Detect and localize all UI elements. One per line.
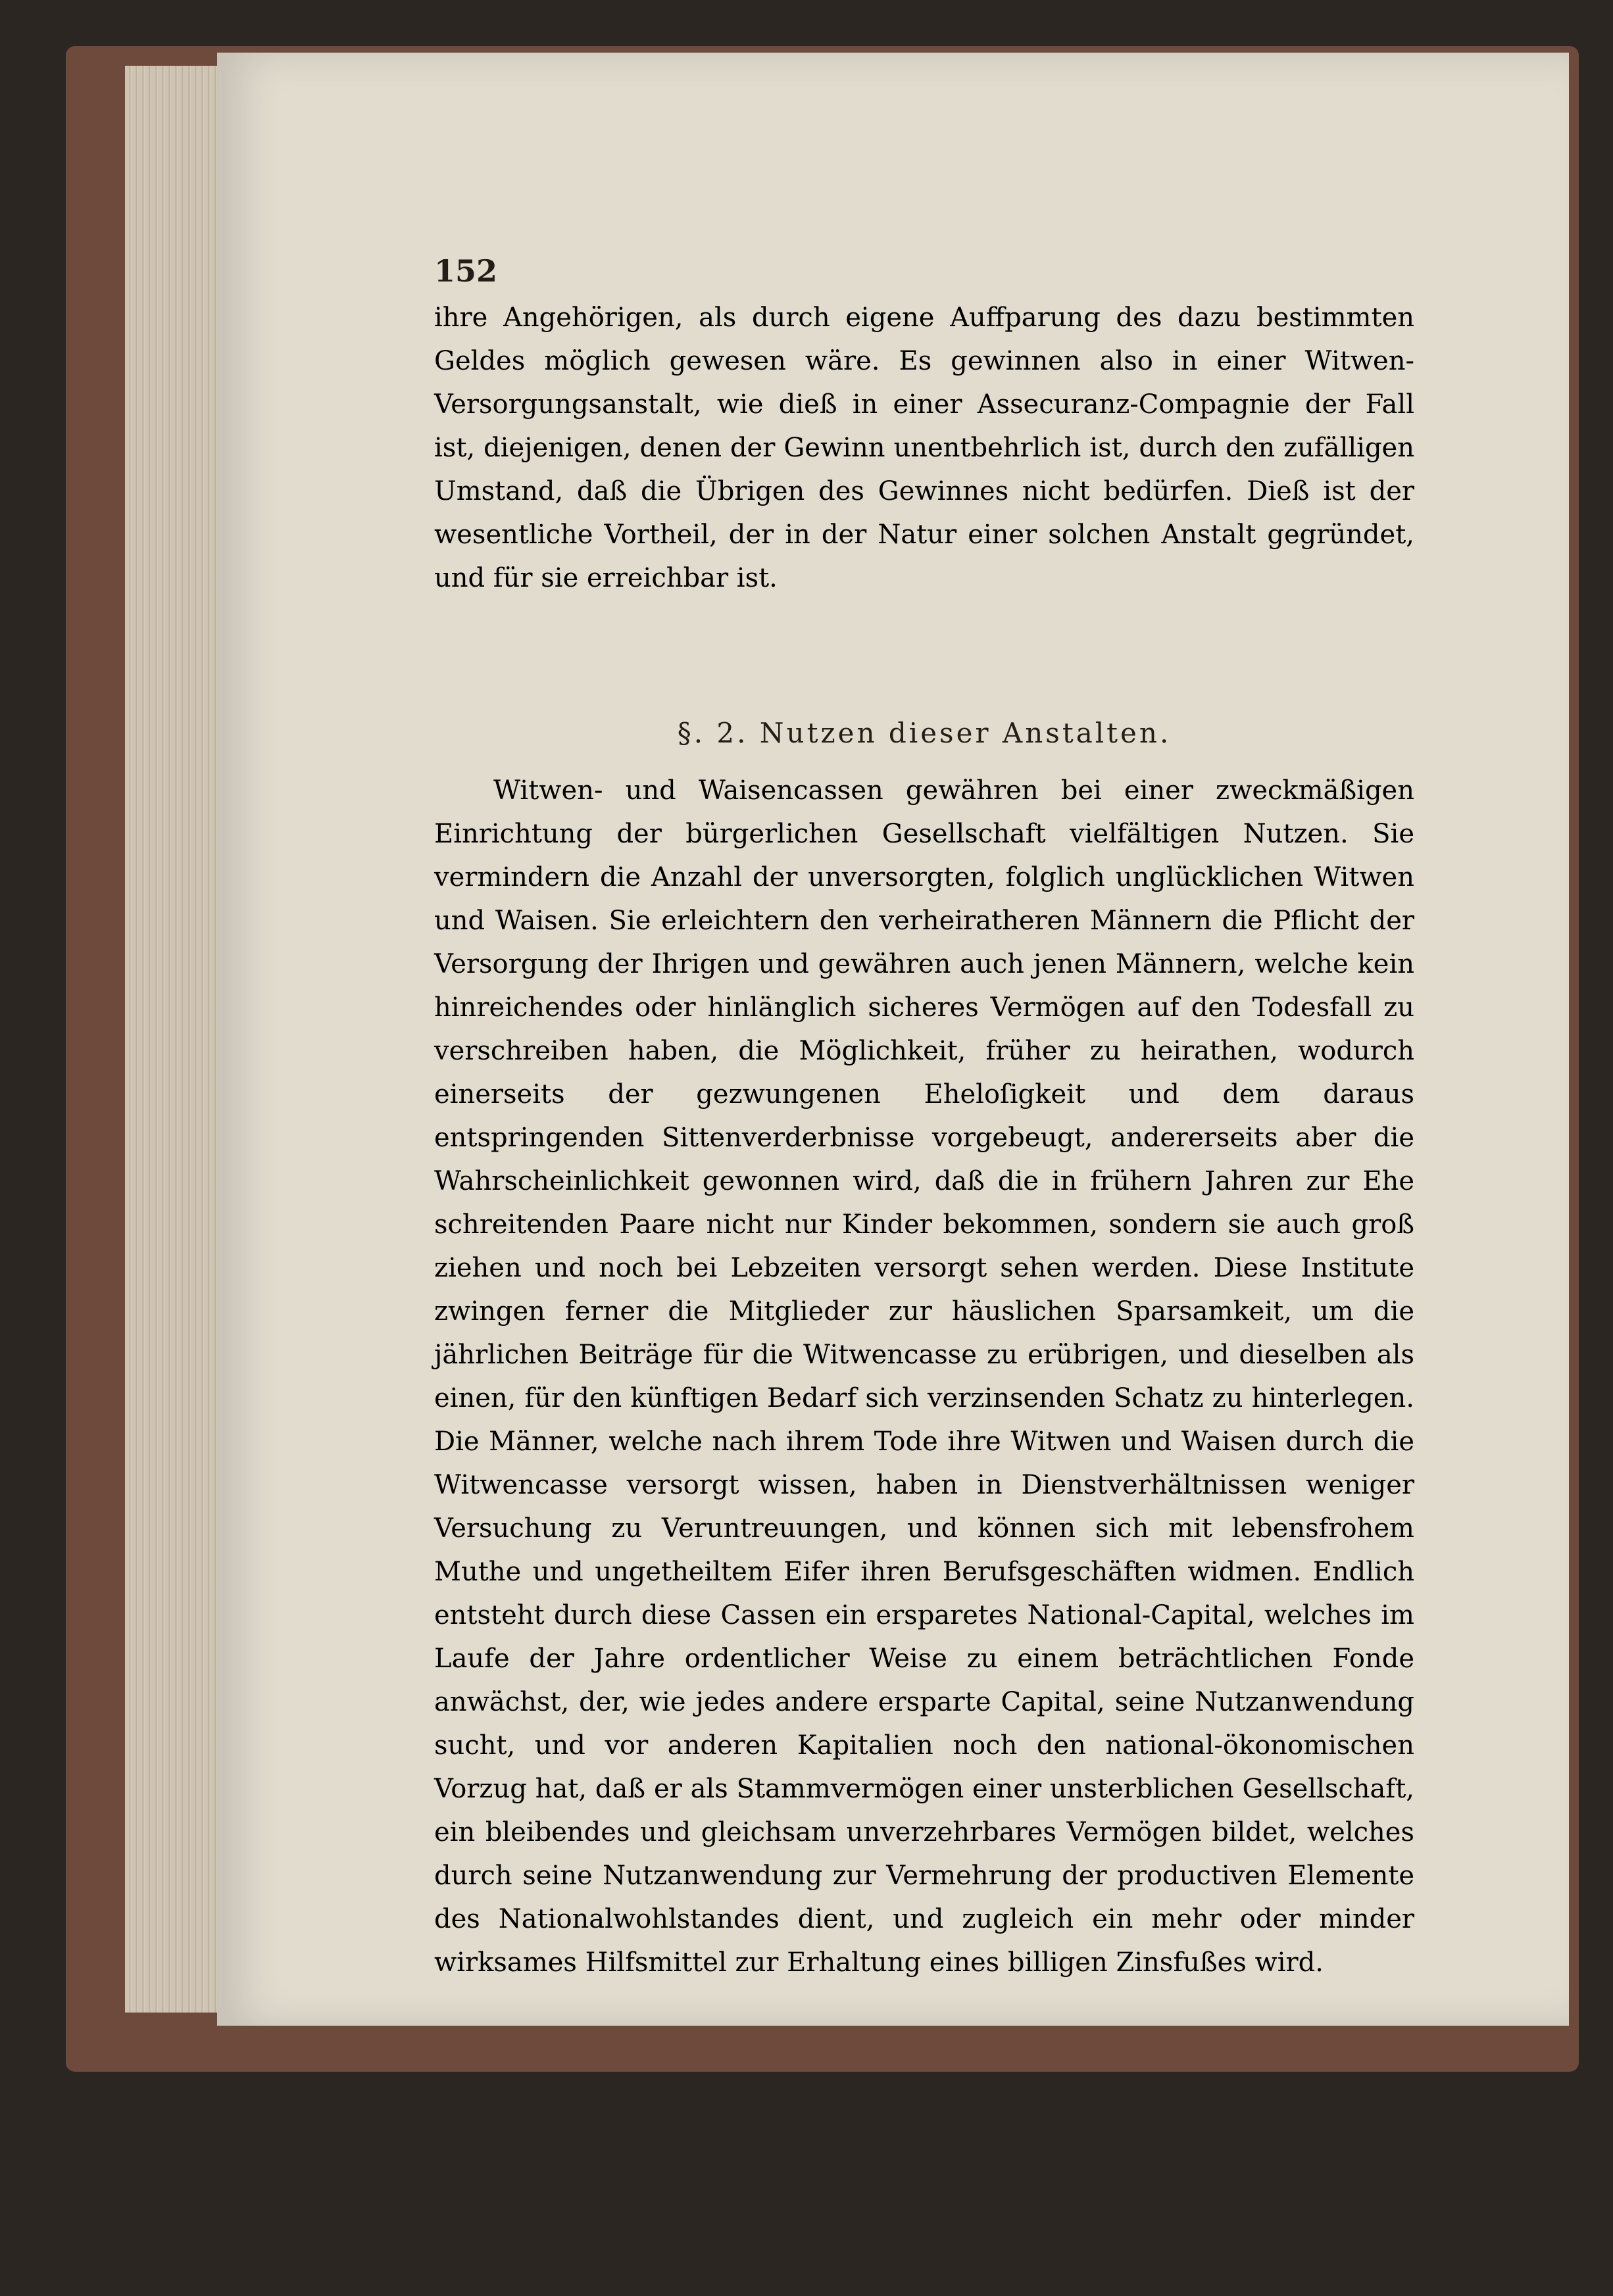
paragraph-1: ihre Angehörigen, als durch eigene Auffparung des dazu bestimmten Geldes möglich gewesen wäre. Es gewinnen also in einer Witwen-Versorgungsanstalt, wie dieß in einer Assecuranz-Compagnie der Fall ist, diejenigen, denen der Gewinn unentbehrlich ist, durch den zufälligen Umstand, daß die Übrigen des Gewinnes nicht bedürfen. Dieß ist der wesentliche Vortheil, der in der Natur einer solchen Anstalt gegründet, und für sie erreichbar ist. [434,303,1414,593]
paragraph-2: Witwen- und Waisencassen gewähren bei einer zweckmäßigen Einrichtung der bürgerlichen Gesellschaft vielfältigen Nutzen. Sie vermindern die Anzahl der unversorgten, folglich unglücklichen Witwen und Waisen. Sie erleichtern den verheiratheren Männern die Pflicht der Versorgung der Ihrigen und gewähren auch jenen Männern, welche kein hinreichendes oder hinlänglich sicheres Vermögen auf den Todesfall zu verschreiben haben, die Möglichkeit, früher zu heirathen, wodurch einerseits der gezwungenen Eheloſigkeit und dem daraus entspringenden Sittenverderbnisse vorgebeugt, andererseits aber die Wahrscheinlichkeit gewonnen wird, daß die in frühern Jahren zur Ehe schreitenden Paare nicht nur Kinder bekommen, sondern sie auch groß ziehen und noch bei Lebzeiten versorgt sehen werden. Diese Institute zwingen ferner die Mitglieder zur häuslichen Sparsamkeit, um die jährlichen Beiträge für die Witwencasse zu erübrigen, und dieselben als einen, für den künftigen Bedarf sich verzinsenden Schatz zu hinterlegen. Die Männer, welche nach ihrem Tode ihre Witwen und Waisen durch die Witwencasse versorgt wissen, haben in Dienstverhältnissen weniger Versuchung zu Veruntreuungen, und können sich mit lebensfrohem Muthe und ungetheiltem Eifer ihren Berufsgeschäften widmen. Endlich entsteht durch diese Cassen ein ersparetes National-Capital, welches im Laufe der Jahre ordentlicher Weise zu einem beträchtlichen Fonde anwächst, der, wie jedes andere ersparte Capital, seine Nutzanwendung sucht, und vor anderen Kapitalien noch den national-ökonomischen Vorzug hat, daß er als Stammvermögen einer unsterblichen Gesellschaft, ein bleibendes und gleichsam unverzehrbares Vermögen bildet, welches durch seine Nutzanwendung zur Vermehrung der productiven Elemente des Nationalwohlstandes dient, und zugleich ein mehr oder minder wirksames Hilfsmittel zur Erhaltung eines billigen Zinsfußes wird. [434,775,1414,1978]
section-2 [434,691,1414,1984]
section-heading: §. 2. Nutzen dieser Anstalten. [677,717,1172,749]
page-number: 152 [434,253,498,289]
